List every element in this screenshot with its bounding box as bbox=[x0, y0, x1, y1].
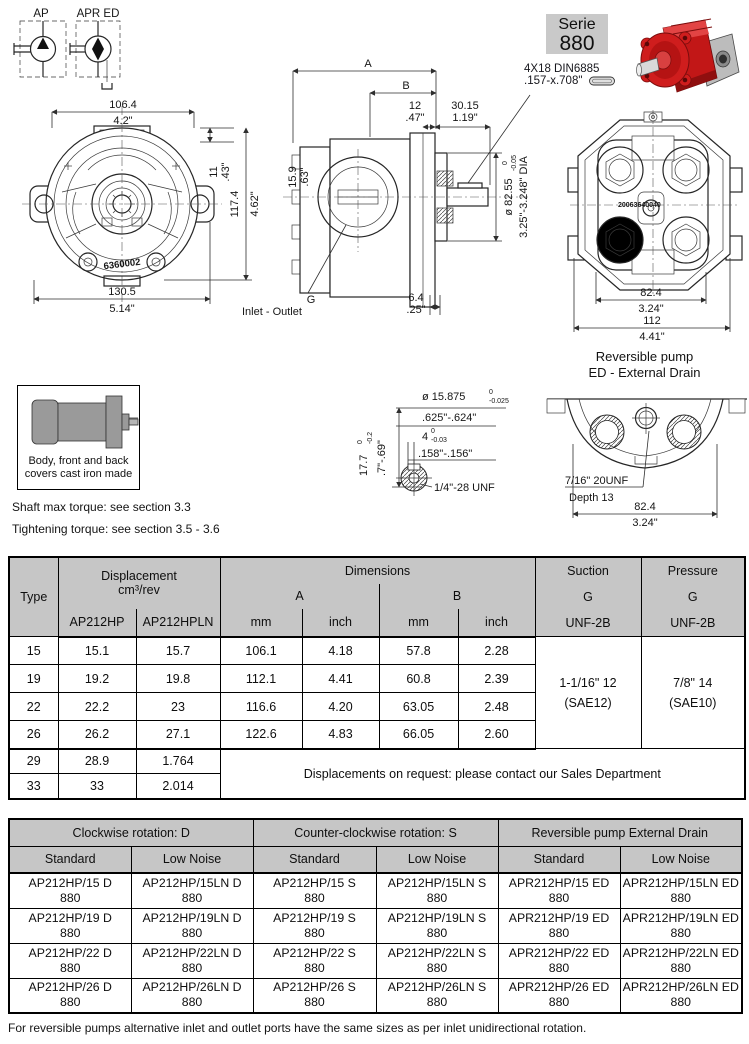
model-cell: AP212HP/19LN S 880 bbox=[376, 908, 498, 943]
dim-pilot-in: 3.25"-3.248" DIA bbox=[518, 156, 530, 238]
dim-1-19in: 1.19" bbox=[452, 112, 478, 124]
dim-pilot-dia: ø 82.55 bbox=[503, 178, 515, 216]
footer-note: For reversible pumps alternative inlet and outlet ports have the same sizes as per inlet unidirectional rotation. bbox=[8, 1021, 587, 1035]
cell: 15 bbox=[9, 637, 58, 665]
model-cell: AP212HP/15LN D 880 bbox=[131, 873, 253, 908]
cell: 28.9 bbox=[58, 749, 136, 774]
pressure-value bbox=[641, 637, 745, 749]
tightening-torque-note: Tightening torque: see section 3.5 - 3.6 bbox=[12, 522, 220, 536]
cell: 4.20 bbox=[302, 693, 379, 721]
shaft-key-tol-hi: 0 bbox=[431, 428, 435, 435]
shaft-detail-drawing bbox=[356, 380, 549, 520]
table-row bbox=[9, 908, 742, 943]
rev-dim-3-24in: 3.24" bbox=[632, 517, 658, 529]
shaft-dia-tol-hi: 0 bbox=[489, 389, 493, 396]
dim-4-41in: 4.41" bbox=[639, 331, 665, 343]
cell: 112.1 bbox=[220, 665, 302, 693]
model-cell: AP212HP/15 D 880 bbox=[9, 873, 131, 908]
ordering-table bbox=[8, 818, 743, 1014]
shaft-section bbox=[396, 460, 432, 496]
model-cell: APR212HP/22LN ED 880 bbox=[620, 943, 742, 978]
model-cell: AP212HP/22LN S 880 bbox=[376, 943, 498, 978]
cell: 2.39 bbox=[458, 665, 535, 693]
key-icon bbox=[588, 75, 617, 87]
cell: 57.8 bbox=[379, 637, 458, 665]
table-row bbox=[9, 873, 742, 908]
model-cell: AP212HP/26 D 880 bbox=[9, 978, 131, 1013]
pressure-g: G bbox=[687, 590, 698, 604]
side-view-drawing bbox=[238, 57, 534, 323]
displacement-line1: Displacement bbox=[101, 569, 177, 584]
pressure-sae: (SAE10) bbox=[669, 695, 717, 710]
back-view-body bbox=[568, 110, 742, 296]
cell: 23 bbox=[136, 693, 220, 721]
dim-12: 12 bbox=[408, 100, 422, 112]
shaft-detail-dimensions bbox=[357, 389, 509, 487]
cell: 15.1 bbox=[58, 637, 136, 665]
shaft-torque-note: Shaft max torque: see section 3.3 bbox=[12, 500, 191, 514]
cell: 15.7 bbox=[136, 637, 220, 665]
dim-25in: .25" bbox=[406, 304, 426, 316]
cell: 22 bbox=[9, 693, 58, 721]
shaft-len-in: .7"-.69" bbox=[376, 440, 388, 476]
pump-photo-flange bbox=[641, 32, 691, 87]
rev-dim-82-4: 82.4 bbox=[634, 501, 656, 513]
cell: 60.8 bbox=[379, 665, 458, 693]
reversible-title-line1: Reversible pump bbox=[595, 349, 694, 364]
suction-unf: UNF-2B bbox=[565, 616, 611, 630]
shaft-len-tol-lo: -0.2 bbox=[367, 431, 374, 444]
cell: 4.41 bbox=[302, 665, 379, 693]
front-casting-number: 6360002 bbox=[103, 256, 142, 273]
suction-g: G bbox=[583, 590, 593, 604]
model-cell: APR212HP/15 ED 880 bbox=[498, 873, 620, 908]
body-caption-line2: covers cast iron made bbox=[24, 468, 133, 480]
pressure-label: Pressure bbox=[667, 564, 718, 578]
subheader: Standard bbox=[498, 846, 620, 873]
subheader: Low Noise bbox=[620, 846, 742, 873]
table-row bbox=[9, 978, 742, 1013]
shaft-thread-label: 1/4"-28 UNF bbox=[434, 482, 495, 494]
reversible-title bbox=[540, 349, 749, 381]
cell: 26.2 bbox=[58, 721, 136, 749]
shaft-len-tol-hi: 0 bbox=[357, 440, 364, 444]
dim-3-24in: 3.24" bbox=[638, 303, 664, 315]
series-badge bbox=[546, 14, 608, 54]
cell: 66.05 bbox=[379, 721, 458, 749]
col-b-mm: mm bbox=[379, 609, 458, 637]
suction-size: 1-1/16" 12 bbox=[559, 675, 617, 690]
cell: 2.014 bbox=[136, 774, 220, 799]
model-cell: APR212HP/15LN ED 880 bbox=[620, 873, 742, 908]
dim-4-2in: 4.2" bbox=[113, 115, 133, 127]
model-cell: APR212HP/26LN ED 880 bbox=[620, 978, 742, 1013]
suction-value bbox=[535, 637, 641, 749]
cell: 22.2 bbox=[58, 693, 136, 721]
cell: 29 bbox=[9, 749, 58, 774]
model-cell: AP212HP/15 S 880 bbox=[253, 873, 376, 908]
cell: 2.60 bbox=[458, 721, 535, 749]
cell: 27.1 bbox=[136, 721, 220, 749]
model-cell: AP212HP/22 D 880 bbox=[9, 943, 131, 978]
shaft-dia-tol-lo: -0.025 bbox=[489, 398, 509, 405]
drain-cup-icon bbox=[102, 83, 112, 89]
table-row bbox=[9, 637, 745, 665]
model-cell: APR212HP/26 ED 880 bbox=[498, 978, 620, 1013]
model-cell: AP212HP/19LN D 880 bbox=[131, 908, 253, 943]
model-cell: AP212HP/22 S 880 bbox=[253, 943, 376, 978]
shaft-dia-in: .625"-.624" bbox=[422, 412, 477, 424]
pressure-size: 7/8" 14 bbox=[673, 675, 713, 690]
cell: 4.83 bbox=[302, 721, 379, 749]
model-cell: AP212HP/26LN S 880 bbox=[376, 978, 498, 1013]
model-cell: AP212HP/22LN D 880 bbox=[131, 943, 253, 978]
dim-11: 11 bbox=[208, 166, 220, 178]
dim-112: 112 bbox=[643, 315, 661, 327]
apred-symbol-icon bbox=[70, 21, 120, 89]
displacement-line2: cm³/rev bbox=[118, 583, 160, 598]
series-badge-word: Serie bbox=[558, 16, 596, 33]
model-cell: AP212HP/19 D 880 bbox=[9, 908, 131, 943]
subheader: Low Noise bbox=[131, 846, 253, 873]
cell: 2.48 bbox=[458, 693, 535, 721]
pump-photo bbox=[633, 14, 745, 100]
model-cell: AP212HP/26 S 880 bbox=[253, 978, 376, 1013]
group-reversible: Reversible pump External Drain bbox=[498, 819, 742, 846]
dim-130-5: 130.5 bbox=[108, 286, 136, 298]
ap-symbol-icon bbox=[14, 21, 66, 77]
key-note-line2: .157-x.708" bbox=[524, 75, 583, 87]
reversible-title-line2: ED - External Drain bbox=[588, 365, 701, 380]
cell: 63.05 bbox=[379, 693, 458, 721]
cell: 19 bbox=[9, 665, 58, 693]
cell: 19.8 bbox=[136, 665, 220, 693]
cell: 2.28 bbox=[458, 637, 535, 665]
group-counterclockwise: Counter-clockwise rotation: S bbox=[253, 819, 498, 846]
subheader: Low Noise bbox=[376, 846, 498, 873]
dim-117-4: 117.4 bbox=[229, 190, 241, 218]
shaft-dia-mm: ø 15.875 bbox=[422, 391, 466, 403]
dim-5-14in: 5.14" bbox=[109, 303, 135, 315]
back-view-drawing bbox=[560, 108, 749, 346]
body-caption-line1: Body, front and back bbox=[28, 455, 129, 467]
inlet-outlet-label: Inlet - Outlet bbox=[242, 306, 302, 318]
col-a-mm: mm bbox=[220, 609, 302, 637]
cell: 116.6 bbox=[220, 693, 302, 721]
col-ap212hpln: AP212HPLN bbox=[136, 609, 220, 637]
front-view-body bbox=[22, 106, 222, 304]
key-note bbox=[524, 63, 617, 87]
subheader: Standard bbox=[9, 846, 131, 873]
cell: 19.2 bbox=[58, 665, 136, 693]
drain-depth-label: Depth 13 bbox=[569, 492, 614, 504]
series-badge-number: 880 bbox=[559, 32, 595, 55]
table-row bbox=[9, 943, 742, 978]
model-cell: AP212HP/15LN S 880 bbox=[376, 873, 498, 908]
shaft-key-mm: 4 bbox=[422, 431, 429, 443]
apred-symbol-label: APR ED bbox=[76, 8, 120, 20]
model-cell: APR212HP/22 ED 880 bbox=[498, 943, 620, 978]
col-suction bbox=[535, 557, 641, 637]
model-cell: APR212HP/19LN ED 880 bbox=[620, 908, 742, 943]
col-a-inch: inch bbox=[302, 609, 379, 637]
col-a: A bbox=[220, 584, 379, 609]
dim-47in: .47" bbox=[405, 112, 425, 124]
col-ap212hp: AP212HP bbox=[58, 609, 136, 637]
table-row bbox=[9, 749, 745, 774]
front-view-drawing bbox=[4, 92, 278, 350]
body-material-box bbox=[17, 385, 140, 490]
dim-pilot-tol-lo: -0.05 bbox=[511, 155, 518, 171]
dim-30-15: 30.15 bbox=[451, 100, 479, 112]
subheader: Standard bbox=[253, 846, 376, 873]
shaft-key-tol-lo: -0.03 bbox=[431, 437, 447, 444]
ap-symbol-label: AP bbox=[33, 8, 49, 20]
dim-pilot-tol-hi: 0 bbox=[502, 161, 509, 165]
dim-B: B bbox=[402, 80, 410, 92]
cell: 33 bbox=[58, 774, 136, 799]
dim-63in: .63" bbox=[299, 167, 311, 187]
group-clockwise: Clockwise rotation: D bbox=[9, 819, 253, 846]
request-note-cell: Displacements on request: please contact our Sales Department bbox=[220, 749, 745, 799]
col-dimensions: Dimensions bbox=[220, 557, 535, 584]
back-casting-number: 20063640040 bbox=[618, 202, 661, 209]
suction-label: Suction bbox=[567, 564, 609, 578]
suction-sae: (SAE12) bbox=[564, 695, 612, 710]
dim-82-4: 82.4 bbox=[640, 287, 662, 299]
hydraulic-symbols bbox=[8, 3, 140, 103]
cell: 122.6 bbox=[220, 721, 302, 749]
shaft-key-in: .158"-.156" bbox=[418, 448, 473, 460]
dim-43in: .43" bbox=[220, 162, 232, 182]
dim-4-62in: 4.62" bbox=[249, 191, 261, 217]
pressure-unf: UNF-2B bbox=[670, 616, 716, 630]
model-cell: APR212HP/19 ED 880 bbox=[498, 908, 620, 943]
dim-6-4: 6.4 bbox=[408, 292, 424, 304]
col-b: B bbox=[379, 584, 535, 609]
model-cell: AP212HP/19 S 880 bbox=[253, 908, 376, 943]
cell: 26 bbox=[9, 721, 58, 749]
body-silhouette-icon bbox=[18, 392, 139, 450]
cell: 106.1 bbox=[220, 637, 302, 665]
dim-15-9: 15.9 bbox=[287, 166, 299, 188]
model-cell: AP212HP/26LN D 880 bbox=[131, 978, 253, 1013]
reversible-drawing bbox=[545, 384, 749, 539]
cell: 33 bbox=[9, 774, 58, 799]
side-view-body bbox=[283, 133, 528, 307]
col-displacement bbox=[58, 557, 220, 609]
col-b-inch: inch bbox=[458, 609, 535, 637]
dim-106-4: 106.4 bbox=[109, 99, 137, 111]
cell: 4.18 bbox=[302, 637, 379, 665]
col-type: Type bbox=[9, 557, 58, 637]
drain-thread-label: 7/16" 20UNF bbox=[565, 475, 629, 487]
shaft-len-mm: 17.7 bbox=[358, 454, 370, 476]
dim-A: A bbox=[364, 58, 372, 70]
specs-table bbox=[8, 556, 746, 800]
col-pressure bbox=[641, 557, 745, 637]
port-g-label: G bbox=[306, 294, 316, 306]
key-note-line1: 4X18 DIN6885 bbox=[524, 63, 600, 75]
cell: 1.764 bbox=[136, 749, 220, 774]
